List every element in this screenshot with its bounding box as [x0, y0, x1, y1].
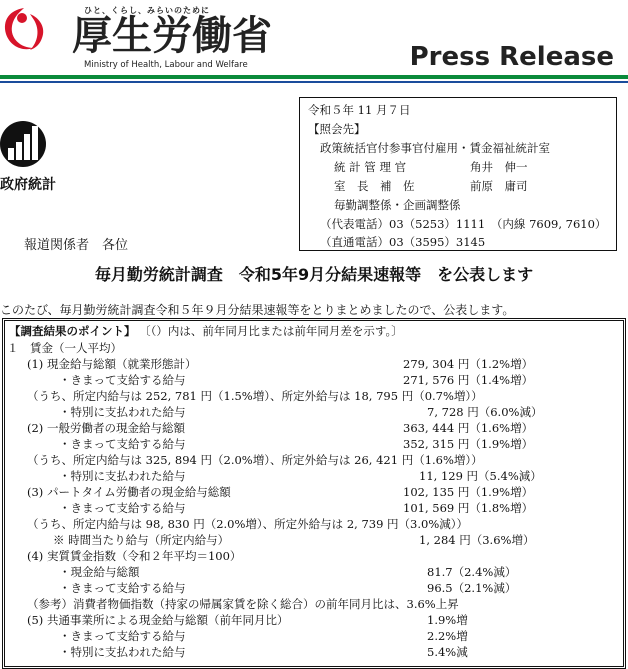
list-value: 271, 576 円（1.4%増）	[403, 373, 534, 387]
person2-title: 室 長 補 佐	[334, 179, 415, 193]
list-item: ・きまって支給する給与	[59, 373, 186, 387]
summary-box	[2, 318, 626, 669]
list-value: 1.9%増	[427, 613, 468, 627]
release-date: 令和５年 11 月７日	[308, 103, 411, 117]
phone-direct: （直通電話）03（3595）3145	[320, 235, 486, 249]
phone-main: （代表電話）03（5253）1111 （内線 7609, 7610）	[320, 217, 607, 231]
list-item: ・現金給与総額	[59, 565, 140, 579]
mhlw-logo-icon	[0, 4, 48, 54]
list-value: 81.7（2.4%減）	[427, 565, 517, 579]
list-value: 5.4%減	[427, 645, 468, 659]
list-value: 102, 135 円（1.9%増）	[403, 485, 534, 499]
tagline: ひと、くらし、みらいのために	[84, 6, 210, 15]
office-name: 政策統括官付参事官付雇用・賃金福祉統計室	[320, 141, 550, 155]
list-item: ・特別に支払われた給与	[59, 645, 186, 659]
list-value: 279, 304 円（1.2%増）	[403, 357, 534, 371]
list-value: 363, 444 円（1.6%増）	[403, 421, 534, 435]
list-item: ・きまって支給する給与	[59, 581, 186, 595]
list-item: ・きまって支給する給与	[59, 437, 186, 451]
list-value: 101, 569 円（1.8%増）	[403, 501, 534, 515]
addressee: 報道関係者 各位	[24, 238, 129, 253]
list-item: （うち、所定内給与は 325, 894 円（2.0%増）、所定外給与は 26, 421 円（1.6%増））	[27, 453, 483, 467]
list-item: ・特別に支払われた給与	[59, 405, 186, 419]
list-item: (1) 現金給与総額（就業形態計）	[27, 357, 197, 371]
lead-text: このたび、毎月勤労統計調査令和５年９月分結果速報等をとりまとめましたので、公表します。	[0, 303, 515, 317]
header-divider-green	[0, 75, 628, 79]
header-divider-blue	[0, 81, 628, 83]
summary-note: 〔（）内は、前年同月比または前年同月差を示す。〕	[139, 324, 403, 338]
list-value: 11, 129 円（5.4%減）	[419, 469, 542, 483]
list-item: ・特別に支払われた給与	[59, 469, 186, 483]
person2-name: 前原 庸司	[470, 179, 528, 193]
list-item: (3) パートタイム労働者の現金給与総額	[27, 485, 231, 499]
ministry-name: 厚生労働省	[72, 13, 272, 59]
press-release-title: Press Release	[409, 42, 614, 72]
list-value: 352, 315 円（1.9%増）	[403, 437, 534, 451]
list-item: （うち、所定内給与は 252, 781 円（1.5%増）、所定外給与は 18, 795 円（0.7%増））	[27, 389, 483, 403]
list-item: ・きまって支給する給与	[59, 501, 186, 515]
list-item: (4) 実質賃金指数（令和２年平均＝100）	[27, 549, 242, 563]
list-item: （参考）消費者物価指数（持家の帰属家賃を除く総合）の前年同月比は、3.6%上昇	[27, 597, 459, 611]
list-item: ※ 時間当たり給与（所定内給与）	[53, 533, 230, 547]
list-item: １ 賃金（一人平均）	[7, 341, 122, 355]
list-item: (2) 一般労働者の現金給与総額	[27, 421, 185, 435]
contact-box	[299, 97, 617, 251]
list-item: （うち、所定内給与は 98, 830 円（2.0%増）、所定外給与は 2, 739 円（3.0%減））	[27, 517, 469, 531]
list-item: ・きまって支給する給与	[59, 629, 186, 643]
government-statistics-icon	[0, 118, 46, 170]
summary-heading: 【調査結果のポイント】	[9, 324, 136, 338]
list-value: 7, 728 円（6.0%減）	[427, 405, 543, 419]
inquiry-heading: 【照会先】	[308, 122, 366, 136]
ministry-name-en: Ministry of Health, Labour and Welfare	[84, 60, 248, 70]
headline: 毎月勤労統計調査 令和5年9月分結果速報等 を公表します	[94, 265, 534, 284]
government-statistics-label: 政府統計	[0, 177, 56, 193]
list-value: 96.5（2.1%減）	[427, 581, 517, 595]
list-value: 2.2%増	[427, 629, 468, 643]
list-item: (5) 共通事業所による現金給与総額（前年同月比）	[27, 613, 289, 627]
person1-title: 統 計 管 理 官	[334, 160, 407, 174]
section-name: 毎勤調整係・企画調整係	[334, 198, 461, 212]
person1-name: 角井 伸一	[470, 160, 528, 174]
list-value: 1, 284 円（3.6%増）	[419, 533, 535, 547]
